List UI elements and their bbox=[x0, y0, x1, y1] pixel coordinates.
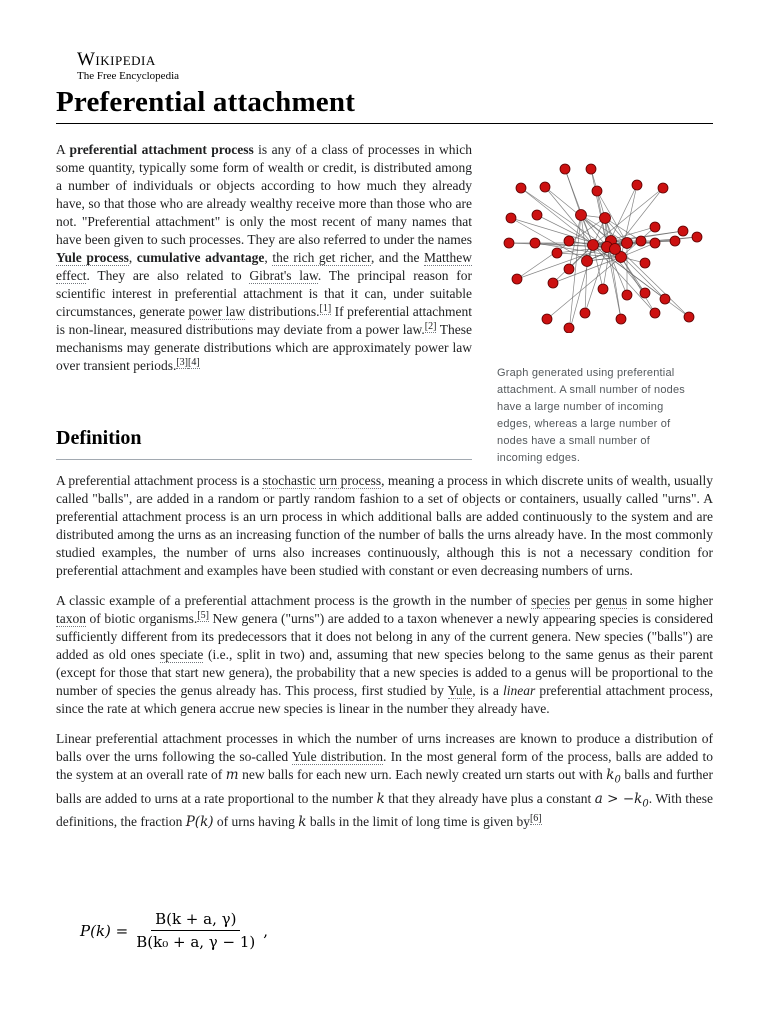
ref-3[interactable]: [3] bbox=[176, 357, 189, 368]
graph-node bbox=[650, 222, 660, 232]
graph-node bbox=[548, 278, 558, 288]
graph-node bbox=[640, 288, 650, 298]
graph-node bbox=[504, 238, 514, 248]
body-text: preferential attachment process, since the rate at which genera accrue new species is linear in the number they already have. bbox=[56, 683, 713, 716]
graph-node bbox=[658, 183, 668, 193]
body-text: that they already have plus a constant bbox=[384, 790, 595, 806]
intro-paragraph bbox=[56, 141, 472, 375]
page-title: Preferential attachment bbox=[56, 86, 356, 118]
math-k: k bbox=[376, 790, 385, 807]
link-rich-get-richer[interactable]: the rich get richer bbox=[272, 250, 371, 265]
formula-numerator: B(k + a, γ) bbox=[151, 910, 240, 931]
intro-text: , and the bbox=[370, 250, 425, 265]
ref-5[interactable]: [5] bbox=[197, 610, 209, 621]
graph-node bbox=[670, 236, 680, 246]
intro-bold-term: preferential attachment process bbox=[69, 142, 254, 157]
graph-node bbox=[552, 248, 562, 258]
intro-text: is any of a class of processes in which some quantity, typically some form of wealth or credit, is distributed among a number of individuals or objects according to how much they already have, so that those who are already wealthy receive more than those who are not. "Preferential attachment" is only the most recent of many names that have been given to such processes. They are also referred to under the names bbox=[56, 142, 472, 247]
graph-figure bbox=[497, 153, 707, 467]
network-graph-image[interactable] bbox=[497, 153, 707, 333]
graph-node bbox=[616, 314, 626, 324]
figure-caption: Graph generated using preferential attachment. A small number of nodes have a large number of incoming edges, whereas a large number of nodes have a small number of incoming edges. bbox=[497, 367, 685, 464]
graph-node bbox=[542, 314, 552, 324]
intro-text: , bbox=[264, 250, 273, 265]
ref-2[interactable]: [2] bbox=[424, 321, 437, 332]
math-pk: P(k) bbox=[185, 814, 214, 831]
intro-text: A bbox=[56, 142, 70, 157]
intro-bold-cumulative: cumulative advantage bbox=[136, 250, 265, 265]
math-k-2: k bbox=[298, 814, 307, 831]
ref-6[interactable]: [6] bbox=[529, 813, 542, 825]
graph-node bbox=[532, 210, 542, 220]
body-text: per bbox=[570, 593, 596, 608]
graph-node bbox=[560, 164, 570, 174]
link-stochastic[interactable]: stochastic bbox=[262, 473, 316, 488]
graph-node bbox=[576, 210, 587, 221]
formula-lhs: P(k) = bbox=[80, 921, 129, 940]
formula-fraction bbox=[132, 910, 259, 951]
link-yule-distribution[interactable]: Yule distribution bbox=[291, 749, 384, 764]
body-text: A preferential attachment process is a bbox=[56, 473, 263, 488]
link-speciate[interactable]: speciate bbox=[159, 647, 204, 662]
math-a-sub: 0 bbox=[642, 798, 649, 810]
link-power-law[interactable]: power law bbox=[188, 304, 246, 319]
graph-node bbox=[516, 183, 526, 193]
intro-text: These mechanisms may generate distributions which are approximately power law over transient periods. bbox=[56, 322, 472, 373]
graph-node bbox=[506, 213, 516, 223]
wikipedia-logo[interactable] bbox=[77, 50, 179, 82]
intro-text: . They are also related to bbox=[86, 268, 250, 283]
body-text: A classic example of a preferential attachment process is the growth in the number of bbox=[56, 593, 532, 608]
graph-node bbox=[530, 238, 540, 248]
body-text: Linear preferential attachment processes in which the number of urns increases are known to produce a distribution of balls over the urns following the so-called bbox=[56, 731, 713, 764]
title-divider bbox=[56, 123, 713, 124]
formula-trailing-comma: , bbox=[263, 921, 269, 940]
graph-node bbox=[636, 236, 646, 246]
math-k0-base: k bbox=[606, 767, 615, 783]
intro-text: If preferential attachment is non-linear, measured distributions may deviate from a power law. bbox=[56, 304, 473, 337]
graph-edge bbox=[621, 257, 655, 313]
graph-node bbox=[678, 226, 688, 236]
graph-node bbox=[564, 236, 574, 246]
body-text: balls in the limit of long time is given by bbox=[306, 814, 530, 830]
formula-denominator: B(k₀ + a, γ − 1) bbox=[136, 933, 256, 951]
section-divider bbox=[56, 459, 472, 460]
graph-node bbox=[650, 308, 660, 318]
site-tagline: The Free Encyclopedia bbox=[77, 70, 180, 82]
definition-paragraph-3 bbox=[56, 730, 713, 831]
graph-node bbox=[692, 232, 702, 242]
graph-node bbox=[622, 238, 633, 249]
body-text: of urns having bbox=[213, 814, 299, 830]
link-yule[interactable]: Yule bbox=[447, 683, 473, 698]
graph-node bbox=[600, 213, 611, 224]
body-text: . In the most general form of the process, balls are added to the system at an overall rate of bbox=[56, 749, 713, 782]
link-gibrats-law[interactable]: Gibrat's law bbox=[249, 268, 318, 283]
graph-node bbox=[592, 186, 602, 196]
intro-text: . The principal reason for scientific interest in preferential attachment is that it can, under suitable circumstances, generate bbox=[56, 268, 472, 319]
body-text: , meaning a process in which discrete units of wealth, usually called "balls", are added in a random or partly random fashion to a set of objects or containers, usually called "urns". A preferential attachment process is an urn process in which additional balls are added continuously to the system and are distributed among the urns as an increasing function of the number of balls the urns already have. In the most commonly studied examples, the number of urns also increases continuously, although this is not a necessary condition for preferential attachment and examples have been studied with constant or even decreasing numbers of urns. bbox=[56, 473, 714, 578]
link-urn-process[interactable]: urn process bbox=[319, 473, 382, 488]
math-k0 bbox=[606, 767, 621, 786]
italic-linear: linear bbox=[503, 683, 536, 698]
body-text: balls and further balls are added to urns at a rate proportional to the number bbox=[56, 767, 713, 806]
link-taxon[interactable]: taxon bbox=[56, 611, 86, 626]
ref-1[interactable]: [1] bbox=[319, 303, 332, 314]
graph-node bbox=[512, 274, 522, 284]
definition-body bbox=[56, 472, 713, 843]
graph-node bbox=[660, 294, 670, 304]
graph-node bbox=[684, 312, 694, 322]
graph-node bbox=[640, 258, 650, 268]
body-text: , is a bbox=[472, 683, 504, 698]
intro-text: , bbox=[128, 250, 137, 265]
graph-node bbox=[622, 290, 632, 300]
link-matthew-effect[interactable]: Matthew effect bbox=[56, 250, 473, 283]
definition-heading: Definition bbox=[56, 427, 142, 449]
definition-paragraph-2 bbox=[56, 592, 713, 718]
graph-node bbox=[564, 264, 574, 274]
body-text: (i.e., split in two) and, assuming that new species belong to the same genus as their parent (except for those that start new genera), the probability that a new species is added to a genus will be proportional to the number of species the genus already has. This process, first studied by bbox=[56, 647, 713, 698]
math-a-constraint bbox=[594, 790, 649, 810]
graph-node bbox=[632, 180, 642, 190]
math-a-expr: a > −k bbox=[594, 790, 643, 807]
body-text: new balls for each new urn. Each newly created urn starts out with bbox=[238, 767, 607, 782]
body-text: . With these definitions, the fraction bbox=[56, 790, 714, 830]
ref-4[interactable]: [4] bbox=[188, 357, 200, 368]
definition-paragraph-1 bbox=[56, 472, 713, 580]
body-text: of biotic organisms. bbox=[86, 611, 198, 626]
graph-node bbox=[610, 244, 621, 255]
site-name: Wikipedia bbox=[77, 49, 156, 70]
link-genus[interactable]: genus bbox=[595, 593, 628, 608]
graph-node bbox=[540, 182, 550, 192]
body-text: New genera ("urns") are added to a taxon whenever a newly appearing species is considered sufficiently different from its predecessors that it does not belong in any of the current genera. New species ("balls") are added as old ones bbox=[56, 611, 713, 662]
graph-edge bbox=[593, 245, 689, 317]
intro-text: distributions. bbox=[245, 304, 320, 319]
link-species[interactable]: species bbox=[531, 593, 571, 608]
graph-node bbox=[564, 323, 574, 333]
graph-node bbox=[582, 256, 593, 267]
graph-node bbox=[586, 164, 596, 174]
yule-formula bbox=[80, 910, 268, 951]
graph-node bbox=[598, 284, 608, 294]
graph-node bbox=[588, 240, 599, 251]
link-yule-process[interactable]: Yule process bbox=[56, 250, 129, 265]
graph-node bbox=[580, 308, 590, 318]
graph-node bbox=[650, 238, 660, 248]
body-text: in some higher bbox=[627, 593, 713, 608]
math-k0-sub: 0 bbox=[614, 774, 621, 786]
math-m: m bbox=[225, 767, 239, 783]
